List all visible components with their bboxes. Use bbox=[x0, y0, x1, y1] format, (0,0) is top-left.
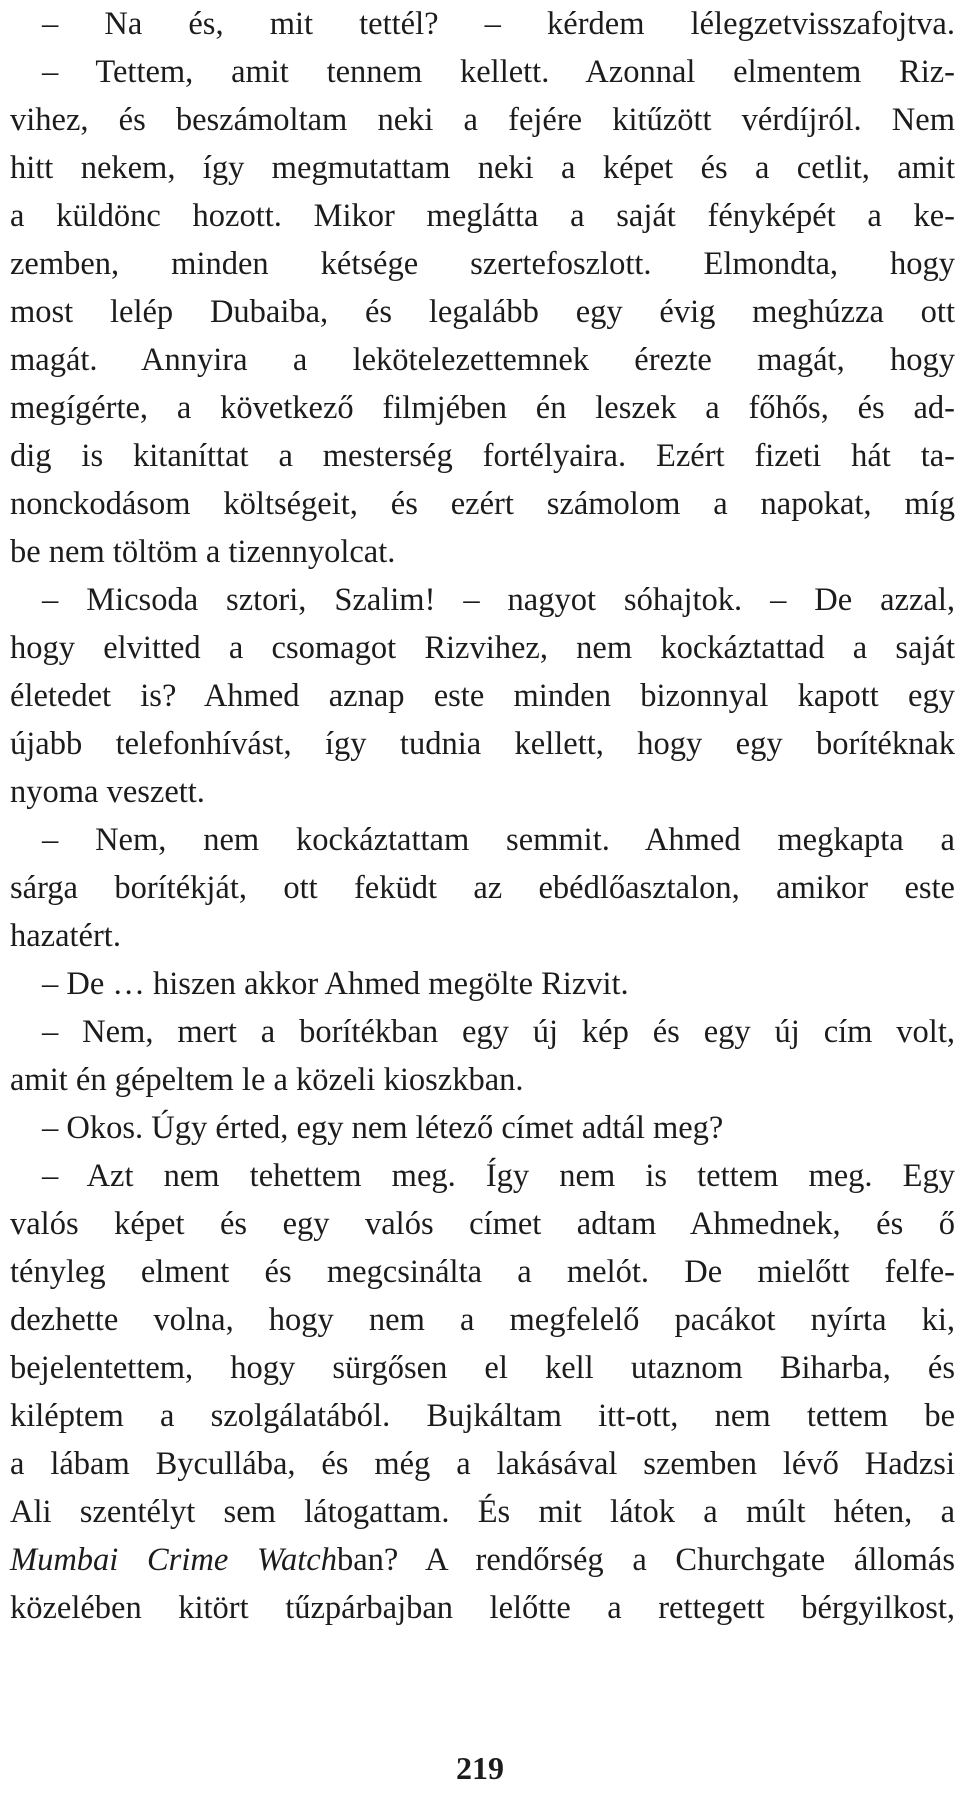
text-line: most lelép Dubaiba, és legalább egy évig meghúzza ott bbox=[10, 294, 955, 330]
text-line: – Na és, mit tettél? – kérdem lélegzetvisszafojtva. bbox=[42, 6, 955, 42]
text-line: – Okos. Úgy érted, egy nem létező címet adtál meg? bbox=[42, 1110, 724, 1146]
text-line: sárga borítékját, ott feküdt az ebédlőasztalon, amikor este bbox=[10, 870, 955, 906]
text-line: a lábam Bycullába, és még a lakásával szemben lévő Hadzsi bbox=[10, 1446, 955, 1482]
text-line: hazatért. bbox=[10, 918, 121, 954]
text-line: hogy elvitted a csomagot Rizvihez, nem kockáztattad a saját bbox=[10, 630, 955, 666]
text-line: – Tettem, amit tennem kellett. Azonnal elmentem Riz- bbox=[42, 54, 955, 90]
text-line: magát. Annyira a lekötelezettemnek érezte magát, hogy bbox=[10, 342, 955, 378]
text-line: nonckodásom költségeit, és ezért számolom a napokat, míg bbox=[10, 486, 955, 522]
text-line-rest: ban? A rendőrség a Churchgate állomás bbox=[336, 1542, 955, 1578]
text-line: – Nem, nem kockáztattam semmit. Ahmed megkapta a bbox=[42, 822, 955, 858]
text-line: – De … hiszen akkor Ahmed megölte Rizvit. bbox=[42, 966, 629, 1002]
text-line: tényleg elment és megcsinálta a melót. De mielőtt felfe- bbox=[10, 1254, 955, 1290]
text-line bbox=[10, 1536, 955, 1584]
text-line: megígérte, a következő filmjében én leszek a főhős, és ad- bbox=[10, 390, 955, 426]
italic-title: Mumbai Crime Watch bbox=[10, 1542, 337, 1578]
text-line: életedet is? Ahmed aznap este minden bizonnyal kapott egy bbox=[10, 678, 955, 714]
text-line: hitt nekem, így megmutattam neki a képet és a cetlit, amit bbox=[10, 150, 955, 186]
text-line: bejelentettem, hogy sürgősen el kell utaznom Biharba, és bbox=[10, 1350, 955, 1386]
page-number: 219 bbox=[456, 1750, 504, 1786]
text-line: zemben, minden kétsége szertefoszlott. Elmondta, hogy bbox=[10, 246, 955, 282]
text-line: a küldönc hozott. Mikor meglátta a saját fényképét a ke- bbox=[10, 198, 955, 234]
text-line: be nem töltöm a tizennyolcat. bbox=[10, 534, 396, 570]
text-line: közelében kitört tűzpárbajban lelőtte a rettegett bérgyilkost, bbox=[10, 1590, 955, 1626]
text-line: – Nem, mert a borítékban egy új kép és egy új cím volt, bbox=[42, 1014, 955, 1050]
text-line: – Micsoda sztori, Szalim! – nagyot sóhajtok. – De azzal, bbox=[42, 582, 955, 618]
text-line: Ali szentélyt sem látogattam. És mit látok a múlt héten, a bbox=[10, 1494, 955, 1530]
text-line: kiléptem a szolgálatából. Bujkáltam itt-ott, nem tettem be bbox=[10, 1398, 955, 1434]
text-line: valós képet és egy valós címet adtam Ahmednek, és ő bbox=[10, 1206, 955, 1242]
text-line: vihez, és beszámoltam neki a fejére kitűzött vérdíjról. Nem bbox=[10, 102, 955, 138]
text-line: dezhette volna, hogy nem a megfelelő pacákot nyírta ki, bbox=[10, 1302, 955, 1338]
text-line: amit én gépeltem le a közeli kioszkban. bbox=[10, 1062, 524, 1098]
text-line: dig is kitaníttat a mesterség fortélyaira. Ezért fizeti hát ta- bbox=[10, 438, 955, 474]
text-line: – Azt nem tehettem meg. Így nem is tettem meg. Egy bbox=[42, 1158, 955, 1194]
text-line: újabb telefonhívást, így tudnia kellett, hogy egy borítéknak bbox=[10, 726, 955, 762]
text-line: nyoma veszett. bbox=[10, 774, 205, 810]
